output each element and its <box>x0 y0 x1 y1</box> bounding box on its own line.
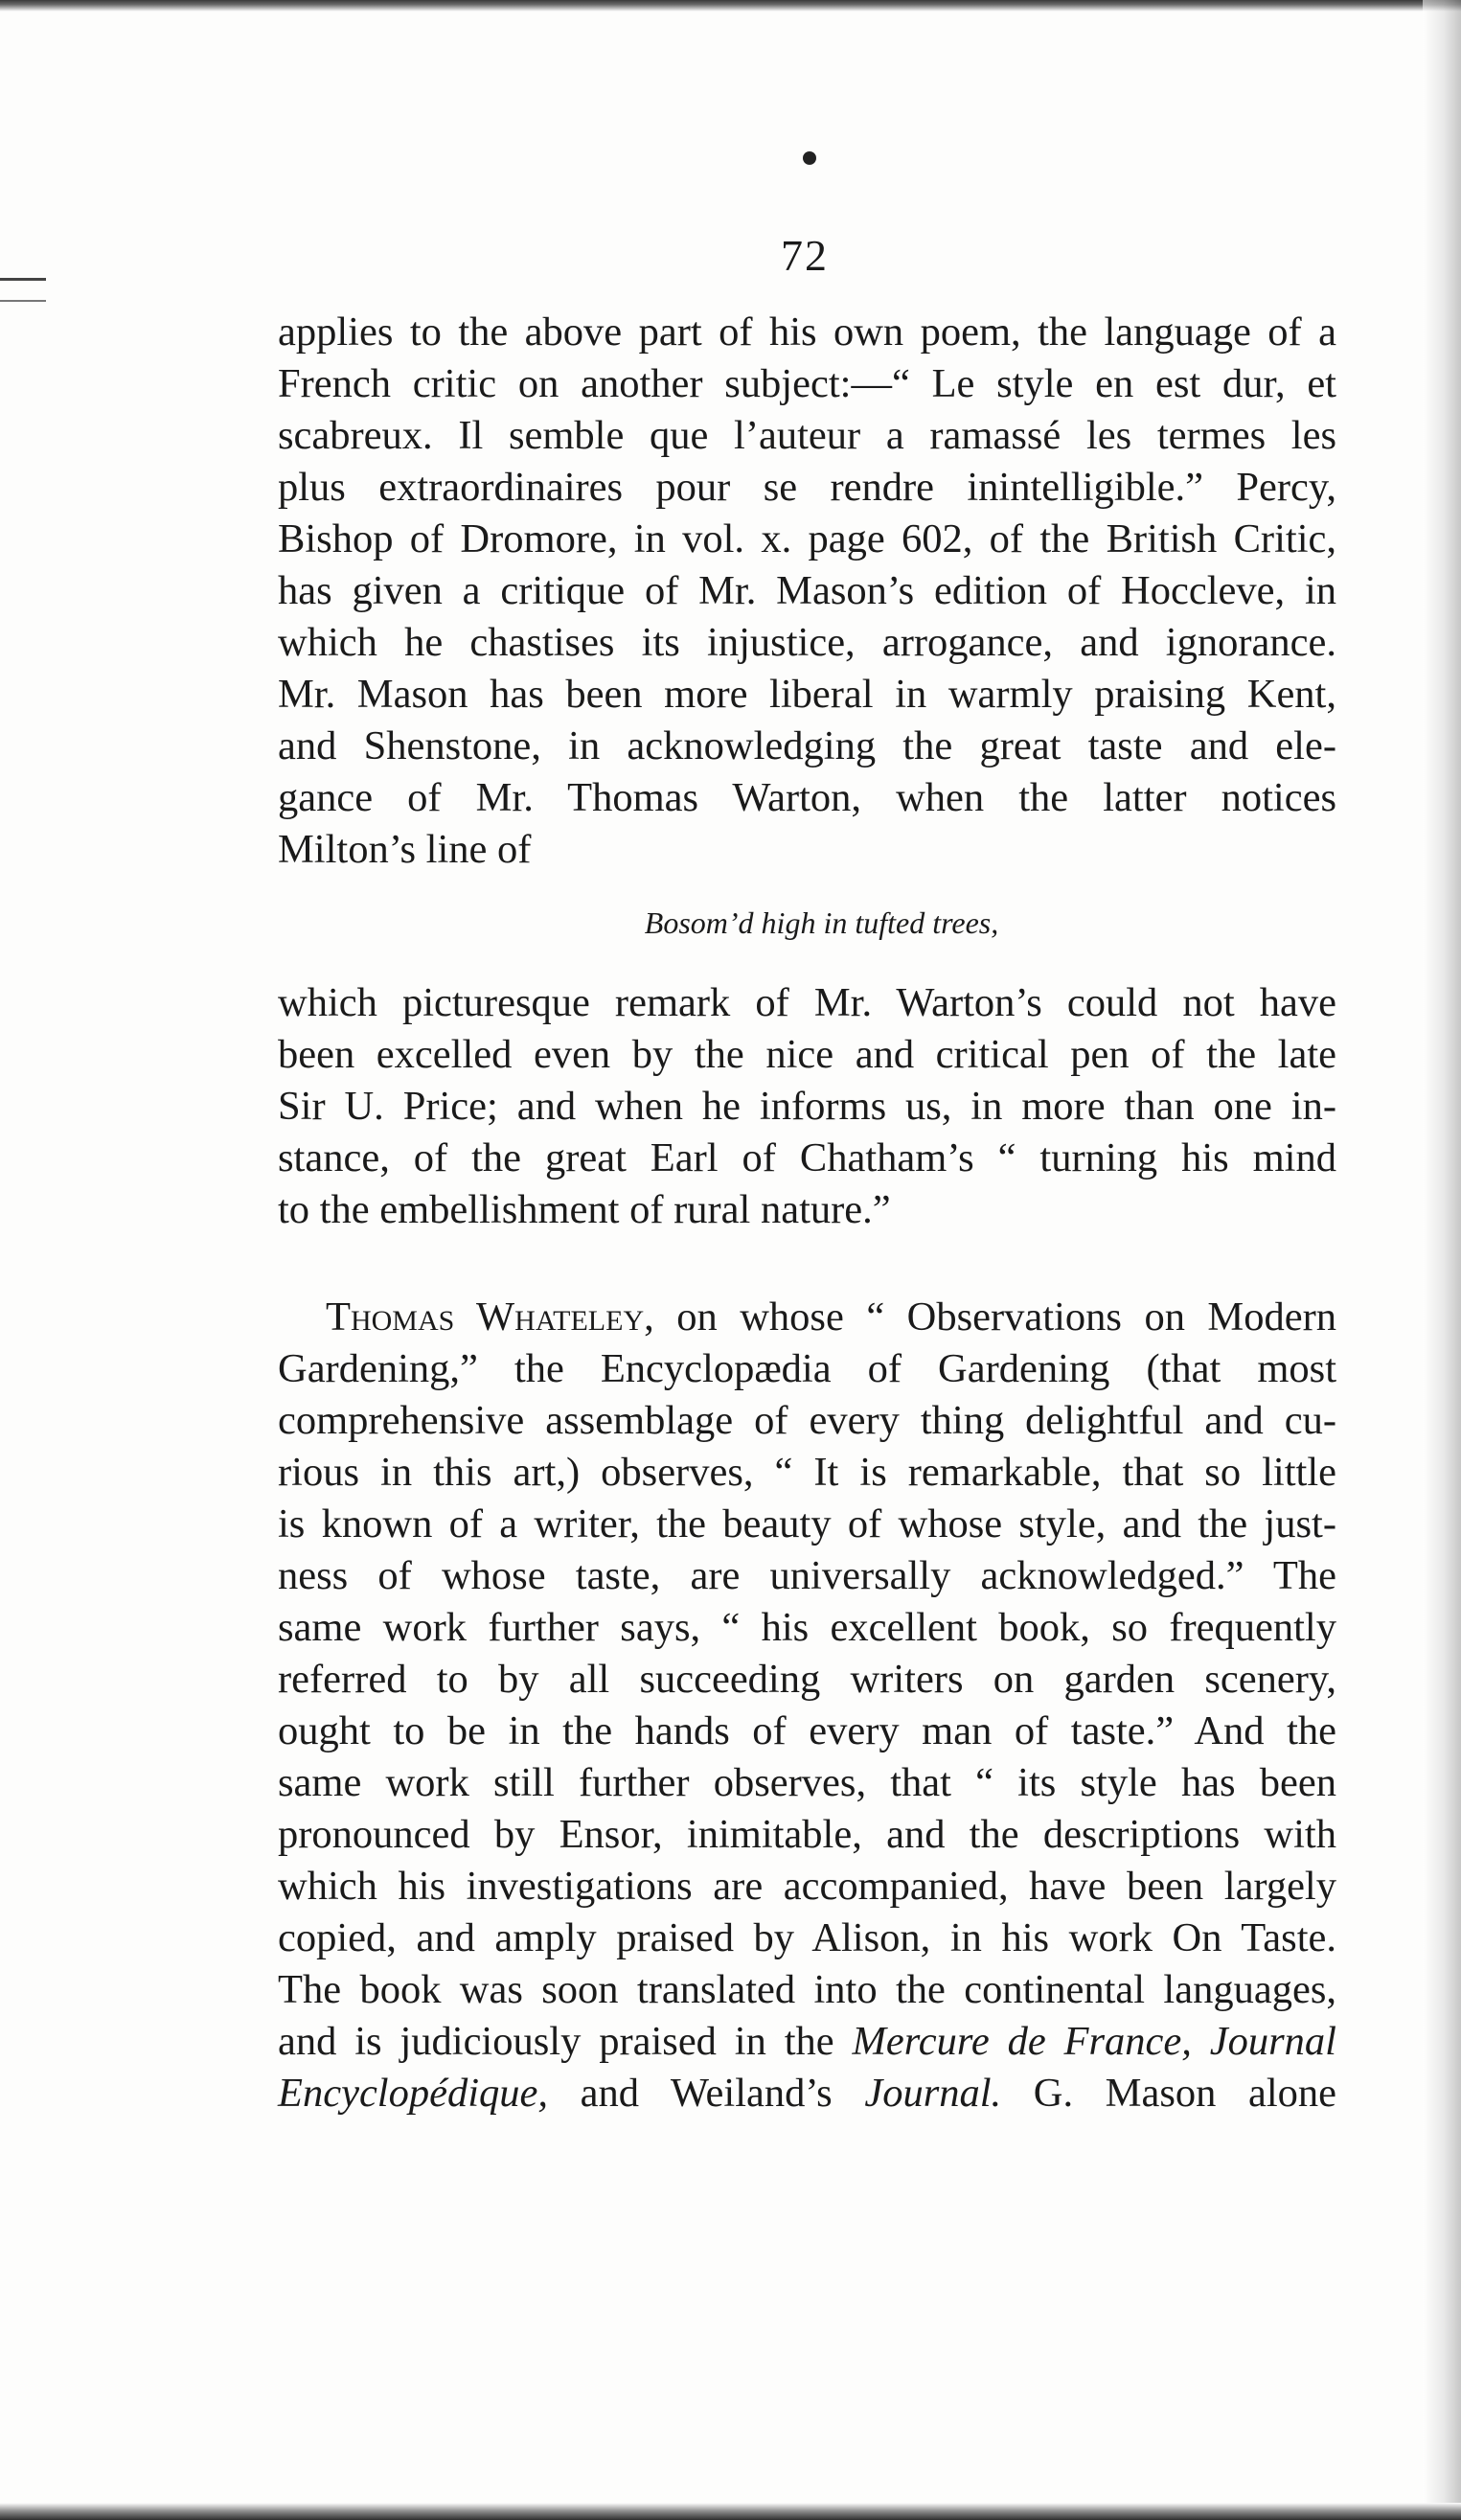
page-number: 72 <box>781 231 829 280</box>
text-line <box>278 1292 1336 1343</box>
text-line: comprehensive assemblage of every thing delightful and cu- <box>278 1398 1336 1443</box>
text-line: same work further says, “ his excellent book, so frequently <box>278 1605 1336 1650</box>
paragraph-gap <box>278 1236 1336 1292</box>
text-line: which picturesque remark of Mr. Warton’s could not have <box>278 980 1336 1025</box>
top-edge-shadow <box>0 0 1461 11</box>
text-segment: and Weiland’s <box>548 2071 865 2116</box>
text-line: Mr. Mason has been more liberal in warmly praising Kent, <box>278 672 1336 717</box>
text-line: scabreux. Il semble que l’auteur a ramassé les termes les <box>278 413 1336 458</box>
italic-title: Mercure de France, Journal <box>852 2019 1336 2064</box>
right-edge-shadow <box>1423 0 1461 2520</box>
text-line: referred to by all succeeding writers on garden scenery, <box>278 1657 1336 1702</box>
text-line: applies to the above part of his own poem, the language of a <box>278 309 1336 355</box>
text-line: is known of a writer, the beauty of whose style, and the just- <box>278 1501 1336 1546</box>
text-line: Milton’s line of <box>278 827 532 872</box>
text-line: gance of Mr. Thomas Warton, when the latter notices <box>278 775 1336 820</box>
text-line: been excelled even by the nice and critical pen of the late <box>278 1032 1336 1077</box>
text-line: which he chastises its injustice, arrogance, and ignorance. <box>278 620 1336 665</box>
italic-title: Journal. <box>864 2071 1002 2116</box>
text-line: Bishop of Dromore, in vol. x. page 602, of the British Critic, <box>278 516 1336 561</box>
text-line <box>278 2016 1336 2068</box>
text-line: ness of whose taste, are universally acknowledged.” The <box>278 1553 1336 1598</box>
text-line: rious in this art,) observes, “ It is remarkable, that so little <box>278 1450 1336 1495</box>
text-line: stance, of the great Earl of Chatham’s “ turning his mind <box>278 1135 1336 1180</box>
margin-mark <box>0 278 46 302</box>
text-line: Sir U. Price; and when he informs us, in more than one in- <box>278 1084 1336 1129</box>
text-line: The book was soon translated into the continental languages, <box>278 1967 1336 2012</box>
text-line: Gardening,” the Encyclopædia of Gardening (that most <box>278 1346 1336 1391</box>
text-line: plus extraordinaires pour se rendre inintelligible.” Percy, <box>278 465 1336 510</box>
text-line: same work still further observes, that “ its style has been <box>278 1760 1336 1805</box>
bottom-edge-shadow <box>0 2503 1461 2520</box>
author-name: Thomas Whateley, <box>326 1294 654 1340</box>
text-line: French critic on another subject:—“ Le style en est dur, et <box>278 361 1336 406</box>
ink-dot <box>803 151 816 165</box>
text-line: pronounced by Ensor, inimitable, and the descriptions with <box>278 1812 1336 1857</box>
text-line: has given a critique of Mr. Mason’s edition of Hoccleve, in <box>278 568 1336 613</box>
verse-quote: Bosom’d high in tufted trees, <box>644 905 999 940</box>
text-line: to the embellishment of rural nature.” <box>278 1187 891 1232</box>
text-line: ought to be in the hands of every man of taste.” And the <box>278 1708 1336 1753</box>
text-segment: G. Mason alone <box>1001 2071 1337 2116</box>
text-line: which his investigations are accompanied, have been largely <box>278 1864 1336 1909</box>
text-segment: and is judiciously praised in the <box>278 2019 853 2064</box>
text-line <box>278 2068 1336 2119</box>
text-line: and Shenstone, in acknowledging the great taste and ele- <box>278 723 1336 768</box>
text-line: copied, and amply praised by Alison, in his work On Taste. <box>278 1915 1336 1960</box>
body-text <box>278 307 1336 2119</box>
italic-title: Encyclopédique, <box>278 2071 549 2116</box>
text-segment: on whose “ Observations on Modern <box>653 1294 1336 1340</box>
